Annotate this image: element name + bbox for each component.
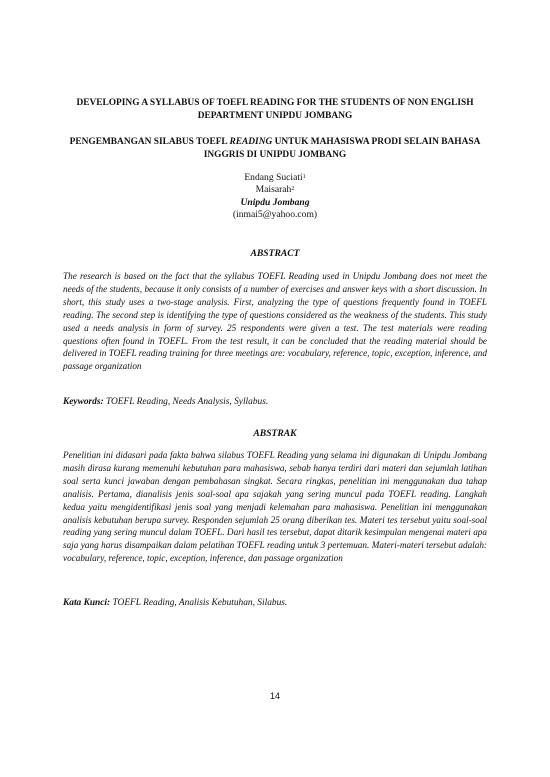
author-2 xyxy=(60,184,490,196)
author-2-marker: 2 xyxy=(291,186,295,192)
kata-kunci-value: TOEFL Reading, Analisis Kebutuhan, Silabus. xyxy=(112,598,288,608)
abstract-text: The research is based on the fact that the syllabus TOEFL Reading used in Unipdu Jombang does not meet the needs of the students, because it only consists of a number of exercises and answer keys with a short discussion. In short, this study uses a two-stage analysis. First, analyzing the type of questions frequently found in TOEFL reading. The second step is identifying the type of questions considered as the weakness of the students. This study used a needs analysis in form of survey. 25 respondents were given a test. The test materials were reading questions often found in TOEFL. From the test result, it can be concluded that the reading material should be delivered in TOEFL reading training for three meetings are: vocabulary, reference, topic, exception, inference, and passage organization xyxy=(63,271,487,372)
affiliation: Unipdu Jombang xyxy=(240,197,310,208)
keywords-value: TOEFL Reading, Needs Analysis, Syllabus. xyxy=(105,397,269,407)
title-indonesian-italic: READING xyxy=(229,137,273,147)
author-2-name: Maisarah xyxy=(255,184,292,195)
kata-kunci-line xyxy=(63,597,487,609)
author-email: (inmai5@yahoo.com) xyxy=(232,209,318,220)
title-indonesian-part2: UNTUK MAHASISWA PRODI SELAIN BAHASA INGGRIS DI UNIPDU JOMBANG xyxy=(203,137,481,160)
title-english: DEVELOPING A SYLLABUS OF TOEFL READING FOR THE STUDENTS OF NON ENGLISH DEPARTMENT UNIPDU JOMBANG xyxy=(76,98,474,121)
keywords-label: Keywords: xyxy=(63,397,104,407)
abstract-heading: ABSTRACT xyxy=(250,248,300,259)
kata-kunci-label: Kata Kunci: xyxy=(63,598,111,608)
author-1 xyxy=(60,172,490,184)
abstrak-heading: ABSTRAK xyxy=(253,428,297,439)
title-indonesian-part1: PENGEMBANGAN SILABUS TOEFL xyxy=(69,137,230,147)
author-1-name: Endang Suciati xyxy=(244,172,303,183)
abstrak-text: Penelitian ini didasari pada fakta bahwa silabus TOEFL Reading yang selama ini digunakan di Unipdu Jombang masih dirasa kurang memenuhi kebutuhan para mahasiswa, sebab hanya terdiri dari materi dan sejumlah latihan soal serta kunci jawaban dengan pembahasan singkat. Secara ringkas, penelitian ini menggunakan dua tahap analisis. Pertama, dianalisis jenis soal-soal apa sajakah yang sering muncul pada TOEFL reading. Langkah kedua yaitu mengidentifikasi jenis soal yang menjadi kelemahan para mahasiswa. Penelitian ini menggunakan analisis kebutuhan berupa survey. Responden sejumlah 25 orang diberikan tes. Materi tes tersebut yaitu soal-soal reading yang sering muncul dalam TOEFL. Dari hasil tes tersebut, dapat ditarik kesimpulan mengenai materi apa saja yang harus disampaikan dalam pelatihan TOEFL reading untuk 3 pertemuan. Materi-materi tersebut adalah: vocabulary, reference, topic, exception, inference, dan passage organization xyxy=(63,450,487,564)
page-number: 14 xyxy=(269,691,280,701)
keywords-line xyxy=(63,396,487,408)
title-indonesian xyxy=(60,136,490,162)
author-1-marker: 1 xyxy=(302,174,306,180)
